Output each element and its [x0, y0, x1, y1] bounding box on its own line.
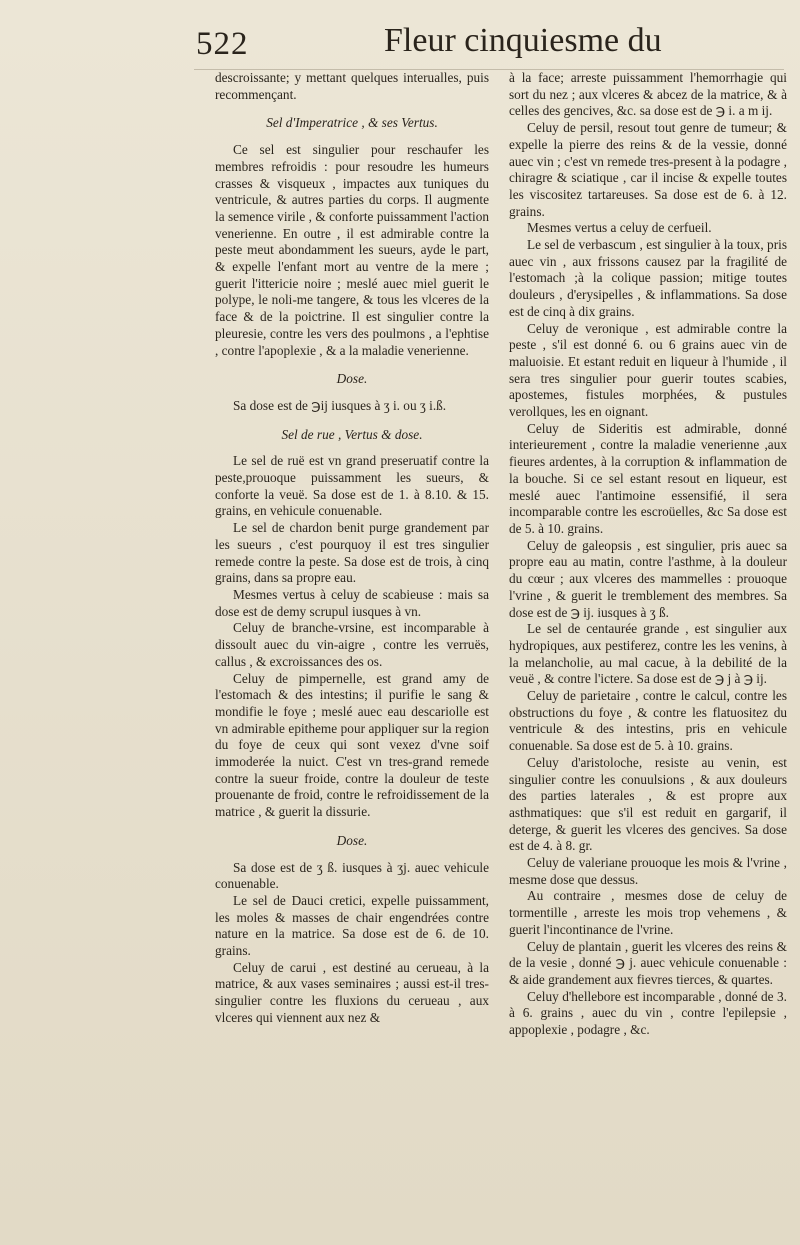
running-title: Fleur cinquiesme du: [384, 22, 662, 59]
paragraph: Celuy de branche-vrsine, est incomparable à dissoult auec du vin-aigre , contre les verruës, callus , & excroissances des os.: [215, 620, 489, 669]
paragraph: Le sel de chardon benit purge grandement par les sueurs , c'est pourquoy il est tres singulier remede contre la peste. Sa dose est de trois, à cinq grains, dans sa propre eau.: [215, 520, 489, 586]
paragraph: Celuy de persil, resout tout genre de tumeur; & expelle la pierre des reins & de la vessie, donné auec vin ; c'est vn remede tres-present à la podagre , chiragre & sciatique , car il incise & expelle toutes les viscositez tartareuses. Sa dose est de 6. à 12. grains.: [509, 120, 787, 219]
paragraph: Mesmes vertus à celuy de scabieuse : mais sa dose est de demy scrupul iusques à vn.: [215, 586, 489, 619]
right-column: [509, 70, 787, 1039]
page-header: [0, 14, 800, 72]
paragraph: Le sel de ruë est vn grand preseruatif contre la peste,prouoque puissamment les sueurs, & conforte la veuë. Sa dose est de 1. à 8.10. & 15. grains, en vehicule conuenable.: [215, 453, 489, 519]
paragraph: Celuy de veronique , est admirable contre la peste , s'il est donné 6. ou 6 grains auec vin de maluoisie. Et estant reduit en liqueur à l'humide , il sera tres singulier pour guerir toutes scabies, apostemes, fistules morphées, & pustules verollques, les en oignant.: [509, 320, 787, 420]
paragraph: descroissante; y mettant quelques interualles, puis recommençant.: [215, 70, 489, 102]
section-heading: Dose.: [336, 371, 368, 387]
paragraph: à la face; arreste puissamment l'hemorrhagie qui sort du nez ; aux vlceres & abcez de la matrice, & à celles des gencives, &c. sa dose est de ℈ i. a m ij.: [509, 70, 787, 119]
section-heading: Dose.: [336, 832, 368, 848]
paragraph: Celuy de Sideritis est admirable, donné interieurement , contre la maladie venerienne ,aux fieures ardentes, à la corruption & inflammation de la bouche. Si ce sel estant resout en liqueur, est meslé auec l'antimoine essensifié, il sera incomparable contre les escroüelles, &c Sa dose est de 5. à 10. grains.: [509, 420, 787, 536]
left-column: [215, 70, 489, 1027]
paragraph: Le sel de verbascum , est singulier à la toux, pris auec vin , aux frissons causez par la fragilité de l'estomach ;à la colique passion; mitige toutes douleurs , d'erysipelles , & inflammations. Sa dose est de cinq à dix grains.: [509, 237, 787, 319]
paragraph: Celuy de carui , est destiné au cerueau, à la matrice, & aux vases seminaires ; aussi est-il tres-singulier contre les fluxions du cerueau , aux vlceres qui viennent aux nez &: [215, 959, 489, 1025]
paragraph: Au contraire , mesmes dose de celuy de tormentille , arreste les mois trop vehemens , & guerit l'incontinance de l'vrine.: [509, 888, 787, 937]
paragraph: Le sel de centaurée grande , est singulier aux hydropiques, aux pestiferez, contre les les venins, à la melancholie, au mal cacue, à la debilité de la veuë , & contre l'ictere. Sa dose est de ℈ j à ℈ ij.: [509, 621, 787, 687]
paragraph: Celuy de valeriane prouoque les mois & l'vrine , mesme dose que dessus.: [509, 855, 787, 887]
paragraph: Sa dose est de ℈ij iusques à ʒ i. ou ʒ i.ß.: [233, 397, 447, 413]
paragraph: Celuy d'aristoloche, resiste au venin, est singulier contre les conuulsions , & aux douleurs des parties laterales , & est propre aux asthmatiques: que s'il est reduit en gargarif, il deterge, & guerit les vlceres des gencives. Sa dose est de 4. à 8. gr.: [509, 754, 787, 854]
paragraph: Mesmes vertus a celuy de cerfueil.: [527, 220, 712, 236]
paragraph: Celuy de parietaire , contre le calcul, contre les obstructions du foye , & contre les flatuositez du ventricule & des intestins, pris en vehicule conuenable. Sa dose est de 5. à 10. grains.: [509, 688, 787, 754]
paragraph: Sa dose est de ʒ ß. iusques à ʒj. auec vehicule conuenable.: [215, 859, 489, 892]
page-number: 522: [196, 26, 249, 62]
section-heading: Sel d'Imperatrice , & ses Vertus.: [266, 115, 438, 131]
paragraph: Celuy d'hellebore est incomparable , donné de 3. à 6. grains , auec du vin , contre l'epilepsie , appoplexie , podagre , &c.: [509, 988, 787, 1038]
paragraph: Le sel de Dauci cretici, expelle puissamment, les moles & masses de chair engendrées contre nature en la matrice. Sa dose est de 6. de 10. grains.: [215, 892, 489, 959]
paragraph: Celuy de pimpernelle, est grand amy de l'estomach & des intestins; il purifie le sang & mondifie le foye ; meslé auec eau descariolle est vn admirable epitheme pour appliquer sur la region du foye de ceux qui sont vexez d'vne soif immoderée la nuict. C'est vn tres-grand remede contre la sueur froide, contre la douleur de teste prouenante de froid, contre le refroidissement de la matrice , & guerit la dissurie.: [215, 670, 489, 820]
section-heading: Sel de rue , Vertus & dose.: [281, 426, 423, 442]
paragraph: Celuy de galeopsis , est singulier, pris auec sa propre eau au matin, contre l'asthme, à la douleur du cœur ; aux vlceres des mammelles : prouoque l'vrine , & guerit le tremblement des membres. Sa dose est de ℈ ij. iusques à ʒ ß.: [509, 537, 787, 620]
paragraph: Celuy de plantain , guerit les vlceres des reins & de la vesie , donné ℈ j. auec vehicule conuenable : & aide grandement aux fievres tierces, & quartes.: [509, 938, 787, 987]
paragraph: Ce sel est singulier pour reschaufer les membres refroidis : pour resoudre les humeurs crasses & visqueux , impactes aux tuniques du ventricule, & autres parties du corps. Il augmente la semence virile , & conforte puissamment l'action venerienne. En outre , il est admirable contre la peste meut abondamment les sueurs, ayde le part, & expelle l'enfant mort au ventre de la mere ; guerit l'ittericie noire ; meslé auec miel guerit le polype, le noli-me tangere, & tous les vlceres de la face & de la poictrine. Il est singulier contre la pleuresie, contre les vers des poulmons , a l'ephtise , contre l'apoplexie , & a la maladie venerienne.: [215, 142, 489, 358]
